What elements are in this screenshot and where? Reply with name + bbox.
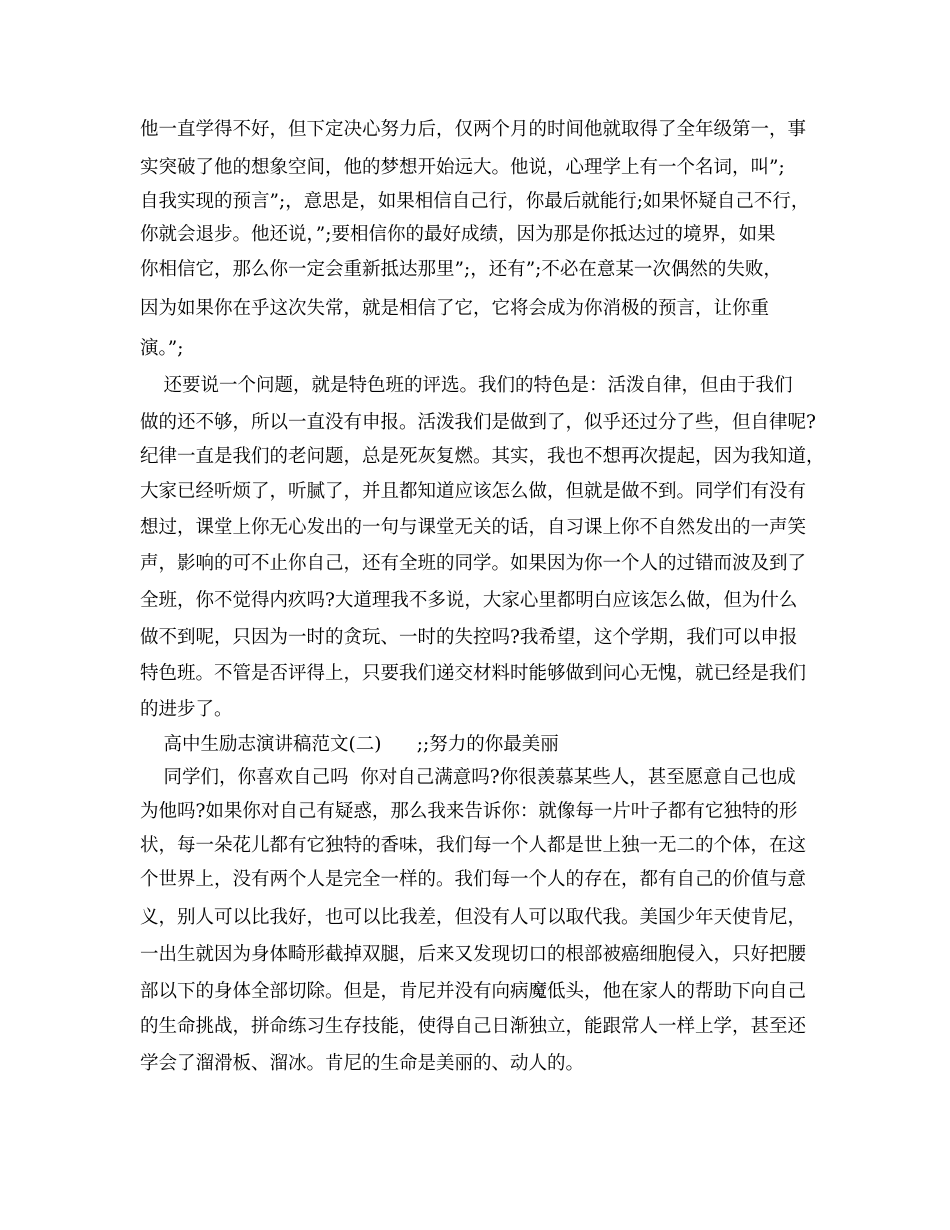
- text-line: 的进步了。: [140, 699, 233, 720]
- text-line: 做的还不够，所以一直没有申报。活泼我们是做到了，似乎还过分了些，但自律呢?: [140, 412, 816, 433]
- text-line: 为他吗?如果你对自己有疑惑，那么我来告诉你：就像每一片叶子都有它独特的形: [140, 801, 798, 822]
- text-line: 自我实现的预言”;，意思是，如果相信自己行，你最后就能行;如果怀疑自己不行，: [140, 191, 810, 212]
- text-line: 想过，课堂上你无心发出的一句与课堂无关的话，自习课上你不自然发出的一声笑: [140, 517, 807, 538]
- text-line: 实突破了他的想象空间，他的梦想开始远大。他说，心理学上有一个名词，叫”;: [140, 157, 785, 178]
- text-line: 特色班。不管是否评得上，只要我们递交材料时能够做到问心无愧，就已经是我们: [140, 663, 807, 684]
- text-line: 个世界上，没有两个人是完全一样的。我们每一个人的存在，都有自己的价值与意: [140, 869, 807, 890]
- text-line: 做不到呢，只因为一时的贪玩、一时的失控吗?我希望，这个学期，我们可以申报: [140, 627, 798, 648]
- text-line: 同学们，你喜欢自己吗 你对自己满意吗?你很羡慕某些人，甚至愿意自己也成: [140, 767, 796, 788]
- text-line: 他一直学得不好，但下定决心努力后，仅两个月的时间他就取得了全年级第一，事: [140, 119, 807, 140]
- text-line: 声，影响的可不止你自己，还有全班的同学。如果因为你一个人的过错而波及到了: [140, 553, 807, 574]
- text-line: 义，别人可以比我好，也可以比我差，但没有人可以取代我。美国少年天使肯尼，: [140, 907, 807, 928]
- text-line: 的生命挑战，拼命练习生存技能，使得自己日渐独立，能跟常人一样上学，甚至还: [140, 1016, 807, 1037]
- text-line: 部以下的身体全部切除。但是，肯尼并没有向病魔低头，他在家人的帮助下向自己: [140, 981, 807, 1002]
- text-line: 学会了溜滑板、溜冰。肯尼的生命是美丽的、动人的。: [140, 1053, 585, 1074]
- text-line: 还要说一个问题，就是特色班的评选。我们的特色是：活泼自律，但由于我们: [140, 375, 793, 396]
- text-line: 因为如果你在乎这次失常，就是相信了它，它将会成为你消极的预言，让你重: [140, 298, 770, 319]
- text-line: 一出生就因为身体畸形截掉双腿，后来又发现切口的根部被癌细胞侵入，只好把腰: [140, 944, 807, 965]
- text-line: 状，每一朵花儿都有它独特的香味，我们每一个人都是世上独一无二的个体，在这: [140, 835, 807, 856]
- text-line: 演。”;: [140, 338, 184, 359]
- text-line: 全班，你不觉得内疚吗?大道理我不多说，大家心里都明白应该怎么做，但为什么: [140, 590, 798, 611]
- section-heading: 高中生励志演讲稿范文(二) ;;努力的你最美丽: [140, 734, 559, 755]
- text-line: 你就会退步。他还说，”;要相信你的最好成绩，因为那是你抵达过的境界，如果: [140, 224, 776, 245]
- text-line: 大家已经听烦了，听腻了，并且都知道应该怎么做，但就是做不到。同学们有没有: [140, 481, 807, 502]
- text-line: 你相信它，那么你一定会重新抵达那里”;，还有”;不必在意某一次偶然的失败，: [140, 259, 782, 280]
- text-line: 纪律一直是我们的老问题，总是死灰复燃。其实，我也不想再次提起，因为我知道，: [140, 446, 825, 467]
